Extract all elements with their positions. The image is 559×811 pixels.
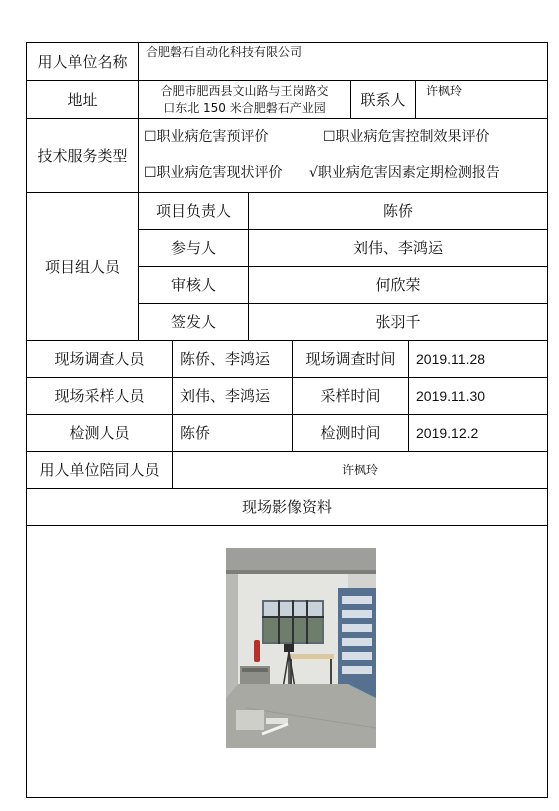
site-photo-illustration <box>226 548 376 748</box>
service-type-label: 技术服务类型 <box>37 146 128 165</box>
site-image-section-title: 现场影像资料 <box>241 498 332 516</box>
project-team-label: 项目组人员 <box>44 257 120 276</box>
team-role-lead: 项目负责人 <box>155 202 231 220</box>
rule <box>415 80 416 118</box>
rule <box>26 797 548 798</box>
rule <box>26 525 548 526</box>
service-option-periodic-detection: √职业病危害因素定期检测报告 <box>309 165 500 181</box>
team-name-reviewer: 何欣荣 <box>375 276 421 294</box>
team-name-issuer: 张羽千 <box>375 313 421 331</box>
address-label: 地址 <box>67 90 98 109</box>
sampling-staff-label: 现场采样人员 <box>54 387 145 405</box>
rule <box>138 42 139 192</box>
escort-label: 用人单位陪同人员 <box>39 461 160 479</box>
test-staff-label: 检测人员 <box>69 424 130 442</box>
team-role-participants: 参与人 <box>170 239 216 257</box>
team-name-lead: 陈侨 <box>382 202 413 220</box>
test-staff-value: 陈侨 <box>180 424 211 442</box>
survey-time-value: 2019.11.28 <box>416 351 486 367</box>
sampling-time-value: 2019.11.30 <box>416 388 486 404</box>
rule <box>408 340 409 451</box>
survey-staff-label: 现场调查人员 <box>54 350 145 368</box>
survey-time-label: 现场调查时间 <box>305 350 396 368</box>
test-time-label: 检测时间 <box>320 424 381 442</box>
test-time-value: 2019.12.2 <box>416 425 479 441</box>
contact-value: 许枫玲 <box>426 83 463 98</box>
rule <box>172 340 173 451</box>
rule <box>547 42 548 797</box>
team-role-issuer: 签发人 <box>170 313 216 331</box>
escort-value: 许枫玲 <box>341 462 378 477</box>
team-role-reviewer: 审核人 <box>170 276 216 294</box>
service-option-pre-evaluation: ☐职业病危害预评价 <box>144 129 269 145</box>
sampling-staff-value: 刘伟、李鸿运 <box>180 387 271 405</box>
unit-name-value: 合肥磐石自动化科技有限公司 <box>146 44 303 59</box>
service-option-status-evaluation: ☐职业病危害现状评价 <box>144 165 283 181</box>
address-line-2: 口东北 150 米合肥磐石产业园 <box>163 100 326 115</box>
survey-staff-value: 陈侨、李鸿运 <box>180 350 271 368</box>
site-photo <box>226 548 376 748</box>
sampling-time-label: 采样时间 <box>320 387 381 405</box>
team-name-participants: 刘伟、李鸿运 <box>352 239 443 257</box>
unit-name-label: 用人单位名称 <box>37 52 128 71</box>
address-line-1: 合肥市肥西县文山路与王岗路交 <box>160 83 329 98</box>
service-option-control-evaluation: ☐职业病危害控制效果评价 <box>323 129 490 145</box>
contact-label: 联系人 <box>360 90 406 109</box>
